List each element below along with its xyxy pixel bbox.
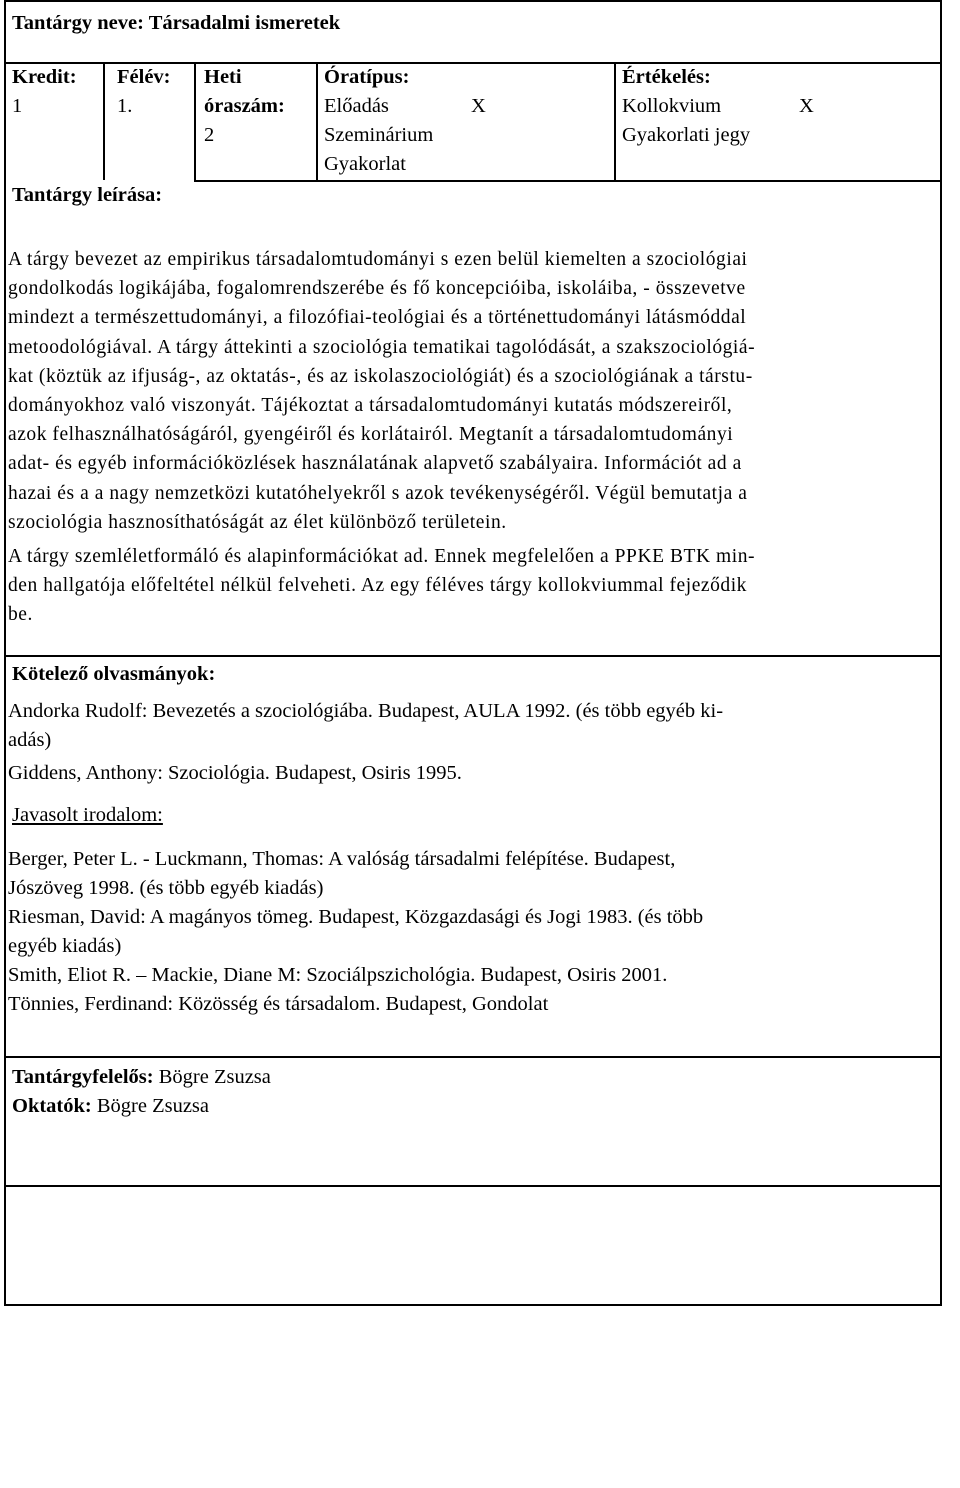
suggested-readings-label: Javasolt irodalom: [12, 804, 163, 826]
course-title-label: Tantárgy neve: [12, 12, 144, 34]
oratipus-item-szeminarium: Szeminárium [324, 124, 434, 146]
ertekeles-item-kollokvium: Kollokvium [622, 95, 722, 117]
suggested-reading-line: Smith, Eliot R. – Mackie, Diane M: Szociálpszichológia. Budapest, Osiris 2001. [8, 964, 668, 986]
description-line: hazai és a a nagy nemzetközi kutatóhelyekről s azok tevékenységéről. Végül bemutatja a [8, 482, 748, 504]
description-line: dományokhoz való viszonyát. Tájékoztat a társadalomtudományi kutatás módszereiről, [8, 395, 733, 417]
description-line: be. [8, 604, 33, 626]
ertekeles-label: Értékelés: [622, 66, 711, 88]
rule-under-readings [6, 1056, 940, 1058]
rule-under-staff [6, 1185, 940, 1187]
oratipus-mark: X [471, 95, 486, 117]
description-line: A tárgy bevezet az empirikus társadalomtudományi s ezen belül kiemelten a szociológiai [8, 249, 748, 270]
teachers-label: Oktatók: [12, 1095, 92, 1117]
required-reading-line: adás) [8, 729, 52, 751]
description-line: kat (köztük az ifjuság-, az oktatás-, és az iskolaszociológiát) és a szociológiának a társtu- [8, 365, 753, 387]
suggested-readings-list [8, 845, 920, 1019]
course-title-value: Társadalmi ismeretek [148, 12, 341, 34]
rule-heti-oratipus [316, 62, 318, 180]
kredit-label: Kredit: [12, 66, 77, 88]
oratipus-item-eloadas: Előadás [324, 95, 389, 117]
course-title [12, 9, 340, 38]
responsible-value: Bögre Zsuzsa [158, 1066, 271, 1088]
required-reading-1 [8, 697, 920, 755]
required-readings-label: Kötelező olvasmányok: [12, 663, 216, 685]
teachers [12, 1092, 209, 1121]
teachers-value: Bögre Zsuzsa [96, 1095, 210, 1117]
rule-oratipus-ertekeles [614, 62, 616, 180]
description-line: A tárgy szemléletformáló és alapinformációkat ad. Ennek megfelelően a PPKE BTK min- [8, 546, 756, 567]
ertekeles-mark: X [799, 95, 814, 117]
description-line: szociológia hasznosíthatóságát az élet különböző területein. [8, 511, 507, 533]
ertekeles-item-gyakorlati-jegy: Gyakorlati jegy [622, 124, 751, 146]
description-label: Tantárgy leírása: [12, 184, 163, 206]
suggested-reading-line: Tönnies, Ferdinand: Közösség és társadalom. Budapest, Gondolat [8, 993, 549, 1015]
rule-kredit-felev [103, 62, 105, 180]
kredit-value: 1 [12, 95, 23, 117]
required-reading-line: Giddens, Anthony: Szociológia. Budapest, Osiris 1995. [8, 762, 462, 784]
heti-label-2: óraszám: [204, 95, 285, 117]
required-reading-line: Andorka Rudolf: Bevezetés a szociológiába. Budapest, AULA 1992. (és több egyéb ki- [8, 700, 724, 722]
required-reading-2 [8, 759, 920, 788]
heti-label-1: Heti [204, 66, 242, 88]
description-line: gondolkodás logikájába, fogalomrendszerébe és fő koncepcióiba, iskoláiba, - összevetve [8, 278, 746, 300]
rule-under-description [6, 655, 940, 657]
description-line: metoodológiával. A tárgy áttekinti a szociológia tematikai tagolódását, a szakszociológiá- [8, 336, 756, 358]
oratipus-label: Óratípus: [324, 66, 410, 88]
felev-value: 1. [117, 95, 133, 117]
description-text-2 [8, 542, 920, 630]
felev-label: Félév: [117, 66, 171, 88]
description-line: mindezt a természettudományi, a filozófiai-teológiai és a történettudományi látásmóddal [8, 307, 747, 329]
description-line: azok felhasználhatóságáról, gyengéiről és korlátairól. Megtanít a társadalomtudományi [8, 424, 734, 446]
heti-value: 2 [204, 124, 215, 146]
suggested-reading-line: egyéb kiadás) [8, 935, 122, 957]
responsible [12, 1063, 271, 1092]
suggested-reading-line: Jószöveg 1998. (és több egyéb kiadás) [8, 877, 324, 899]
description-text [8, 245, 920, 537]
rule-under-meta [194, 180, 940, 182]
suggested-reading-line: Berger, Peter L. - Luckmann, Thomas: A valóság társadalmi felépítése. Budapest, [8, 848, 676, 870]
description-line: adat- és egyéb információközlések használatának alapvető szabályaira. Információt ad a [8, 453, 742, 475]
responsible-label: Tantárgyfelelős: [12, 1066, 154, 1088]
oratipus-item-gyakorlat: Gyakorlat [324, 153, 406, 175]
rule-felev-heti [194, 62, 196, 180]
description-line: den hallgatója előfeltétel nélkül felveheti. Az egy féléves tárgy kollokviummal fejeződik [8, 575, 747, 597]
suggested-reading-line: Riesman, David: A magányos tömeg. Budapest, Közgazdasági és Jogi 1983. (és több [8, 906, 704, 928]
